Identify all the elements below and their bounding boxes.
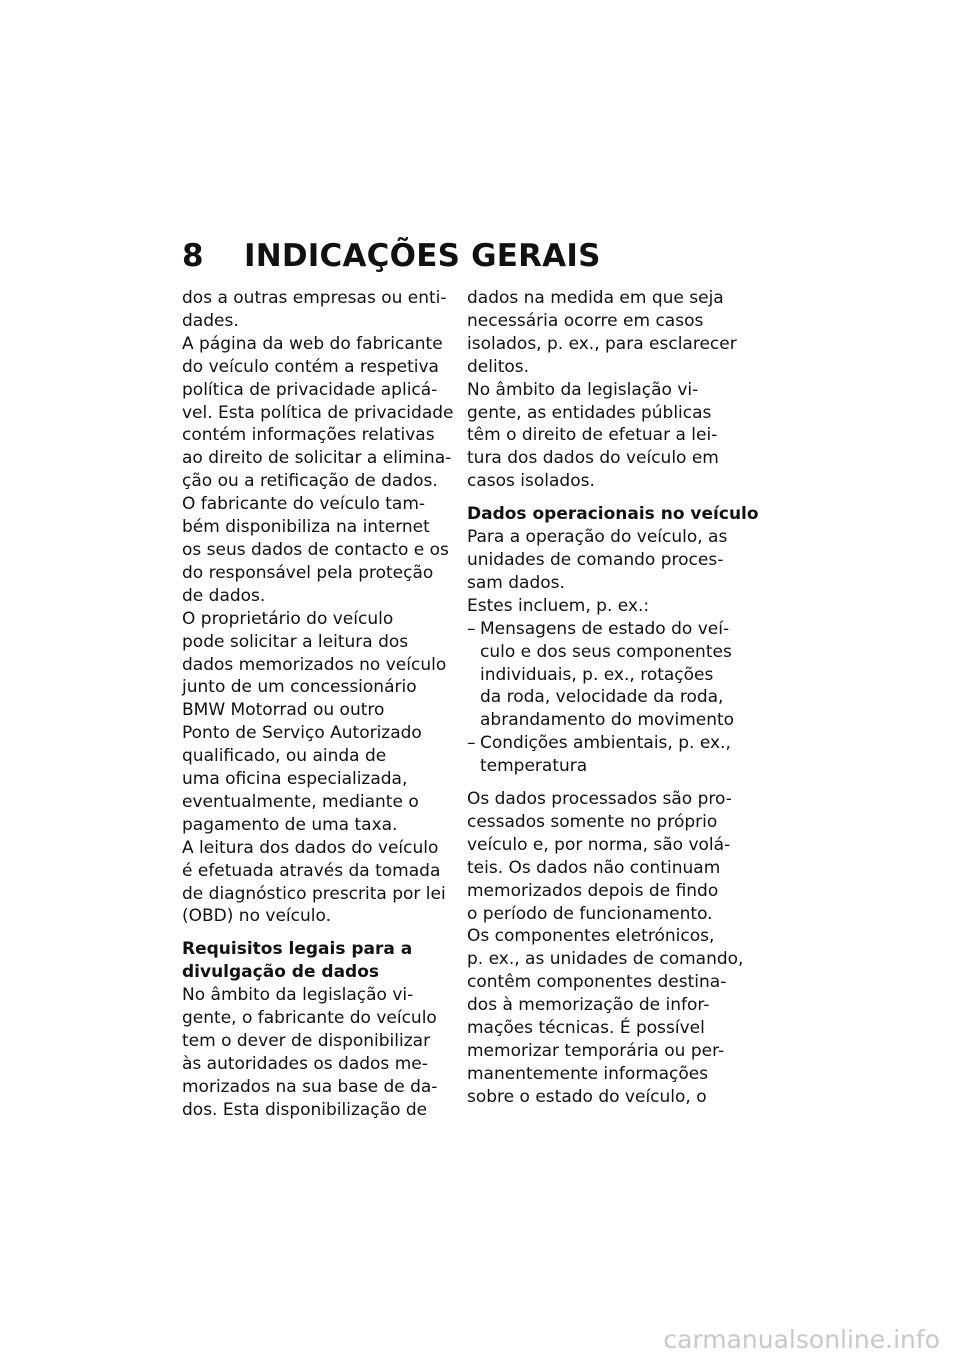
text-line: dos a outras empresas ou enti- [182, 288, 447, 308]
text-line: p. ex., as unidades de comando, [467, 949, 744, 970]
text-line: contêm componentes destina- [467, 972, 727, 993]
text-line: BMW Motorrad ou outro [182, 700, 385, 721]
text-line: morizados na sua base de da- [182, 1076, 438, 1097]
paragraph [467, 526, 747, 595]
text-line: uma oficina especializada, [182, 769, 408, 790]
text-line: veículo e, por norma, são volá- [467, 834, 731, 855]
heading-line: Requisitos legais para a [182, 939, 413, 960]
paragraph [182, 837, 452, 929]
text-line: memorizados depois de findo [467, 880, 719, 901]
text-line: Para a operação do veículo, as [467, 527, 728, 548]
paragraph [467, 925, 747, 1108]
text-line: gente, as entidades públicas [467, 402, 712, 423]
text-line: unidades de comando proces- [467, 549, 724, 570]
text-line: isolados, p. ex., para esclarecer [467, 333, 737, 354]
text-line: qualificado, ou ainda de [182, 746, 387, 767]
text-line: Ponto de Serviço Autorizado [182, 723, 422, 744]
paragraph [467, 595, 747, 618]
text-line: do veículo contém a respetiva [182, 356, 439, 377]
list-line: individuais, p. ex., rotações [480, 664, 714, 685]
text-line: casos isolados. [467, 471, 595, 492]
section-heading [182, 938, 452, 984]
text-line: de dados. [182, 585, 266, 606]
text-line: tura dos dados do veículo em [467, 448, 719, 469]
chapter-heading [182, 238, 601, 274]
text-line: A leitura dos dados do veículo [182, 837, 439, 858]
paragraph [182, 493, 452, 608]
text-line: Os dados processados são pro- [467, 789, 732, 810]
text-line: Estes incluem, p. ex.: [467, 595, 650, 616]
list-line: Mensagens de estado do veí- [480, 618, 730, 639]
text-line: A página da web do fabricante [182, 333, 443, 354]
text-line: às autoridades os dados me- [182, 1053, 428, 1074]
text-line: mações técnicas. É possível [467, 1018, 705, 1039]
list-line: da roda, velocidade da roda, [480, 687, 724, 708]
text-line: O fabricante do veículo tam- [182, 494, 426, 515]
text-line: cessados somente no próprio [467, 811, 718, 832]
text-line: dos à memorização de infor- [467, 995, 710, 1016]
list-line: temperatura [480, 756, 588, 777]
paragraph [467, 788, 747, 925]
text-line: necessária ocorre em casos [467, 310, 704, 331]
text-line: O proprietário do veículo [182, 608, 394, 629]
paragraph [467, 287, 747, 379]
paragraph [182, 333, 452, 493]
text-line: é efetuada através da tomada [182, 860, 441, 881]
text-line: Os componentes eletrónicos, [467, 926, 715, 947]
text-line: sobre o estado do veículo, o [467, 1086, 707, 1107]
chapter-title: INDICAÇÕES GERAIS [244, 238, 601, 274]
text-line: memorizar temporária ou per- [467, 1041, 725, 1061]
text-line: junto de um concessionário [182, 677, 417, 698]
text-line: do responsável pela proteção [182, 562, 434, 583]
text-line: dos. Esta disponibilização de [182, 1099, 428, 1120]
text-line: teis. Os dados não continuam [467, 857, 721, 878]
text-line: sam dados. [467, 572, 565, 593]
text-line: eventualmente, mediante o [182, 791, 419, 812]
chapter-number: 8 [182, 238, 204, 274]
text-line: bém disponibiliza na internet [182, 517, 430, 538]
text-line: têm o direito de efetuar a lei- [467, 425, 718, 446]
text-line: tem o dever de disponibilizar [182, 1031, 431, 1051]
watermark: carmanualsonline.info [663, 1325, 940, 1354]
paragraph [467, 379, 747, 494]
text-line: contém informações relativas [182, 425, 435, 446]
bullet-list [467, 618, 747, 778]
dash-marker: – [467, 733, 476, 754]
list-item [467, 732, 747, 778]
section-heading: Dados operacionais no veículo [467, 504, 759, 525]
paragraph [182, 287, 452, 333]
text-line: dados memorizados no veículo [182, 654, 447, 675]
list-line: abrandamento do movimento [480, 710, 735, 731]
text-line: os seus dados de contacto e os [182, 539, 449, 560]
heading-line: divulgação de dados [182, 962, 380, 983]
paragraph [182, 608, 452, 837]
text-line: manentemente informações [467, 1063, 709, 1084]
list-line: Condições ambientais, p. ex., [480, 733, 731, 754]
list-line: culo e dos seus componentes [480, 641, 732, 662]
text-line: pagamento de uma taxa. [182, 814, 398, 835]
right-column [467, 287, 759, 1109]
text-line: ao direito de solicitar a elimina- [182, 448, 452, 469]
paragraph [182, 984, 452, 1121]
text-line: pode solicitar a leitura dos [182, 631, 409, 652]
text-line: dades. [182, 310, 239, 331]
text-line: ção ou a retificação de dados. [182, 471, 438, 492]
text-line: política de privacidade aplicá- [182, 379, 438, 400]
dash-marker: – [467, 618, 476, 639]
text-line: No âmbito da legislação vi- [467, 379, 699, 400]
text-line: (OBD) no veículo. [182, 906, 331, 927]
text-line: de diagnóstico prescrita por lei [182, 883, 446, 904]
text-line: gente, o fabricante do veículo [182, 1008, 437, 1029]
text-line: dados na medida em que seja [467, 288, 724, 308]
list-item [467, 618, 747, 733]
text-line: o período de funcionamento. [467, 903, 713, 924]
text-line: delitos. [467, 356, 530, 377]
text-line: No âmbito da legislação vi- [182, 985, 414, 1006]
left-column [182, 287, 452, 1122]
text-line: vel. Esta política de privacidade [182, 402, 454, 423]
